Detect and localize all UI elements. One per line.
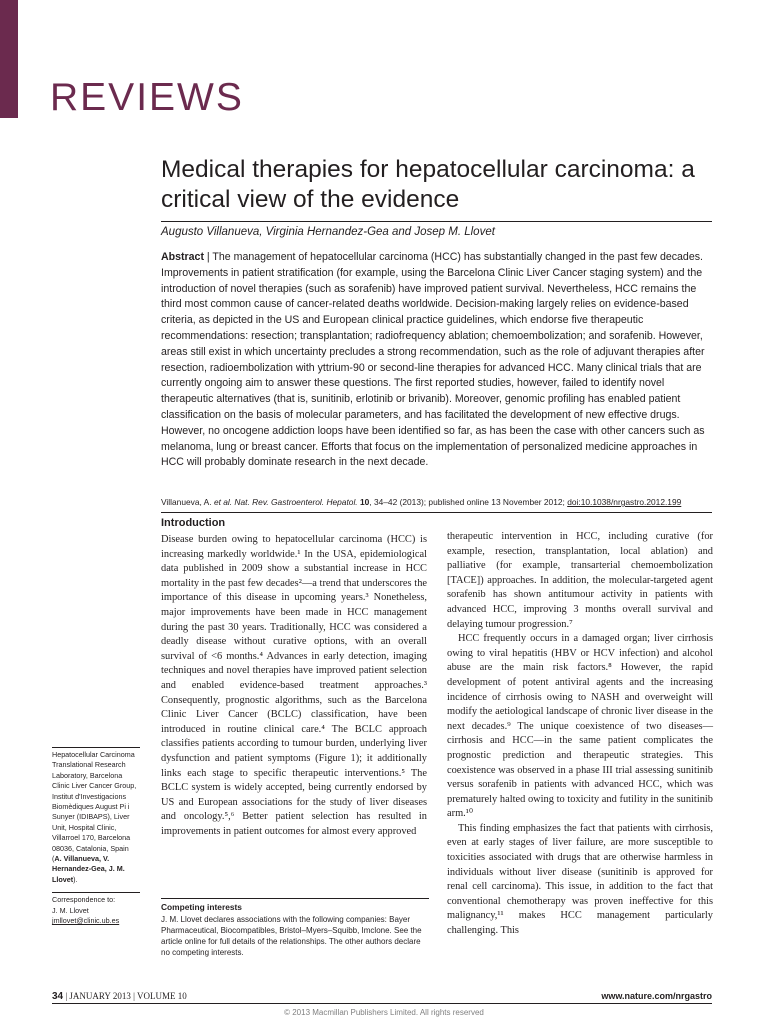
abstract (161, 250, 712, 471)
citation-authors: Villanueva, A. (161, 497, 214, 507)
copyright-notice: © 2013 Macmillan Publishers Limited. All rights reserved (284, 1008, 484, 1017)
article-title: Medical therapies for hepatocellular carcinoma: a critical view of the evidence (161, 156, 695, 213)
citation-et-al: et al. (213, 497, 233, 507)
citation-journal: Nat. Rev. Gastroenterol. Hepatol. (232, 497, 358, 507)
page-number: 34 (52, 991, 64, 1002)
affiliation-address: Hepatocellular Carcinoma Translational Research Laboratory, Barcelona Clinic Liver Cancer Group, Institut d'Investigacions Biomèdiques August Pi i Sunyer (IDIBAPS), Liver Unit, Hospital Clinic, Villarroel 170, Barcelona 08036, Catalonia, Spain (52, 750, 137, 853)
correspondence-label: Correspondence to: (52, 895, 116, 905)
citation-line (161, 497, 721, 507)
correspondence-divider (52, 892, 140, 893)
article-authors: Augusto Villanueva, Virginia Hernandez-Gea and Josep M. Llovet (161, 226, 495, 238)
section-label: REVIEWS (50, 76, 244, 119)
body-paragraph: Disease burden owing to hepatocellular carcinoma (HCC) is increasing markedly worldwide.¹ In the USA, epidemiological data published in 2009 show a substantial increase in HCC mortality in the past few decades²—a trend that underscores the importance of this disease in upcoming years.³ Nonetheless, major improvements have been made in HCC management during the past 30 years. Traditionally, HCC was considered a deadly disease without curative options, with an overall survival of <6 months.⁴ Advances in early detection, imaging techniques and novel therapies have improved patient selection and enabled evidence-based treatment approaches.³ Consequently, prognostic algorithms, such as the Barcelona Clinic Liver Cancer (BCLC) classification, have been introduced in routine clinical care.⁴ The BCLC approach classifies patients according to tumour burden, underlying liver dysfunction and patient symptoms (Figure 1); it additionally links each stage to specific therapeutic interventions.⁵ The BCLC system is widely accepted, being currently endorsed by US and European associations for the study of liver diseases and oncology.⁵,⁶ Better patient selection has resulted in improvements in patient outcomes for almost every approved (161, 534, 427, 837)
competing-interests-text: J. M. Llovet declares associations with the following companies: Bayer Pharmaceutical, Biocompatibles, Bristol–Myers–Squibb, Imclone. See the article online for full details of the relationships. The other authors declare no competing interests. (161, 915, 422, 957)
correspondence-name: J. M. Llovet (52, 905, 89, 915)
citation-doi-link[interactable]: doi:10.1038/nrgastro.2012.199 (567, 497, 682, 507)
title-divider (161, 221, 712, 222)
section-accent-bar (0, 0, 18, 118)
affiliation-paren-close: ). (73, 874, 78, 884)
abstract-divider (161, 512, 712, 513)
affiliation-authors: A. Villanueva, V. Hernandez-Gea, J. M. Llovet (52, 854, 125, 884)
competing-interests-divider (161, 898, 429, 899)
body-column-left (161, 533, 427, 839)
abstract-label: Abstract (161, 251, 204, 263)
footer-page-info (52, 991, 187, 1002)
body-paragraph: HCC frequently occurs in a damaged organ; liver cirrhosis owing to viral hepatitis (HBV or HCV infection) and alcohol abuse are the main risk factors.⁸ However, the rapid development of potent antiviral agents and the increasing incidence of cirrhosis owing to NASH and overweight will modify the aetiological landscape of chronic liver disease in the next decades.⁹ The unique coexistence of two diseases—cirrhosis and HCC—in the same patient complicates the prognostic prediction and therapeutic strategies. This coexistence was observed in a phase III trial assessing sunitinib versus sorafenib in patients with advanced HCC, which was prematurely halted owing to toxicity and futility in the sunitinib arm.¹⁰ (447, 633, 713, 820)
competing-interests-heading: Competing interests (161, 902, 242, 912)
citation-volume: 10 (357, 497, 370, 507)
competing-interests-box (161, 898, 429, 958)
affiliation-sidebar (52, 747, 140, 927)
issue-info: | JANUARY 2013 | VOLUME 10 (63, 991, 187, 1001)
affiliation-divider (52, 747, 140, 748)
abstract-text: | The management of hepatocellular carcinoma (HCC) has substantially changed in the past few decades. Improvements in patient stratification (for example, using the Barcelona Clinic Liver Cancer staging system) and the introduction of novel therapies (such as sorafenib) have improved patient survival. Nevertheless, HCC remains the third most common cause of cancer-related deaths worldwide. Decision-making largely relies on evidence-based criteria, as depicted in the US and European clinical practice guidelines, which endorse five therapeutic recommendations: resection; transplantation; radiofrequency ablation; chemoembolization; and sorafenib. However, areas still exist in which uncertainty precludes a strong recommendation, such as the role of adjuvant therapies after resection, radioembolization with yttrium-90 or second-line therapies for advanced HCC. Many clinical trials that are currently ongoing aim to answer these questions. The first reported studies, however, failed to identify novel therapeutic alternatives (that is, sunitinib, erlotinib or brivanib). Moreover, genomic profiling has enabled patient classification on the basis of molecular parameters, and has facilitated the development of new effective drugs. However, no oncogene addiction loops have been identified so far, as has been the case with other cancers such as melanoma, lung or breast cancer. Efforts that focus on the implementation of personalized medicine approaches in HCC will probably dominate research in the next decade. (161, 251, 705, 469)
affiliation-paren-open: ( (52, 854, 55, 864)
footer-divider (52, 1003, 712, 1004)
journal-website-link[interactable]: www.nature.com/nrgastro (601, 991, 712, 1001)
introduction-heading: Introduction (161, 517, 226, 529)
body-paragraph: therapeutic intervention in HCC, including curative (for example, resection, transplantation, local ablation) and palliative (for example, transarterial chemoembolization [TACE]) approaches. In addition, the molecular-targeted agent sorafenib has shown antitumour activity in patients with advanced HCC, improving 3 months overall survival and delaying tumour progression.⁷ (447, 531, 713, 630)
body-paragraph: This finding emphasizes the fact that patients with cirrhosis, even at early stages of liver failure, are more susceptible to toxicities associated with drugs that are otherwise harmless in individuals without liver disease (sunitinib is approved for renal cell carcinoma). This issue, in addition to the fact that conventional chemotherapy was proven ineffective for this malignancy,¹¹ makes HCC management particularly challenging. This (447, 822, 713, 937)
body-column-right (447, 530, 713, 939)
affiliation-text (52, 750, 140, 885)
citation-details: , 34–42 (2013); published online 13 November 2012; (369, 497, 568, 507)
correspondence-email-link[interactable]: jmllovet@clinic.ub.es (52, 916, 120, 926)
